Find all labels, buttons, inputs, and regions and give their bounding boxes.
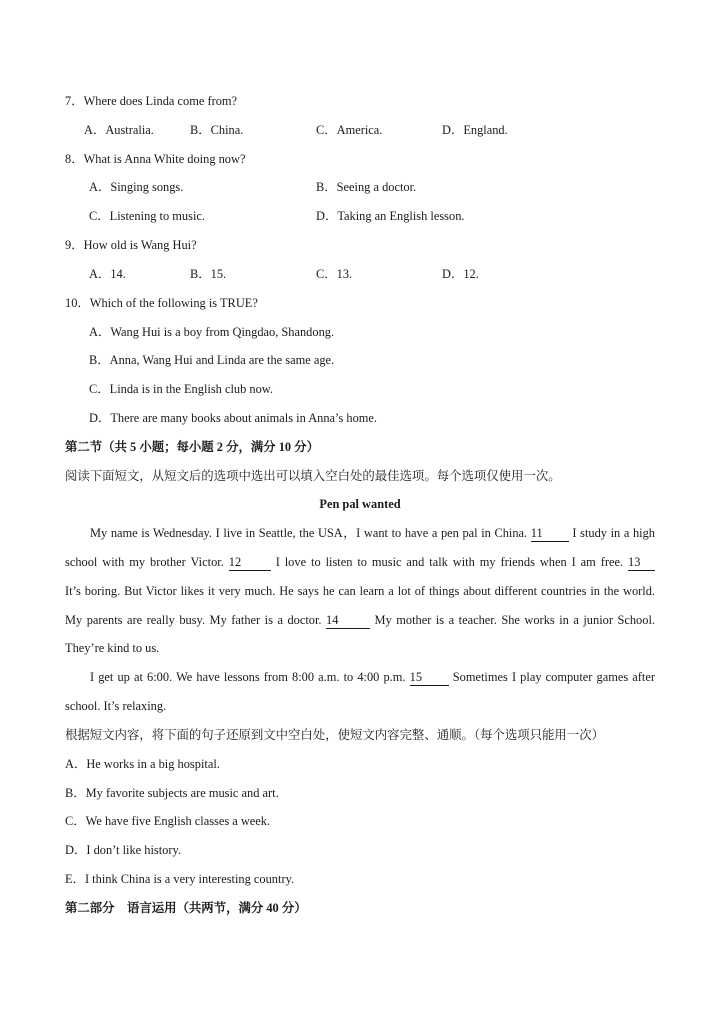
option-d: D．England. (442, 122, 508, 137)
question-text: What is Anna White doing now? (83, 151, 246, 166)
passage-text: school with my brother Victor. (65, 555, 224, 569)
option-c: C．Listening to music. (89, 209, 205, 224)
passage-line (65, 692, 655, 721)
passage-line (65, 634, 655, 663)
part-heading: 第二部分 语言运用（共两节，满分 40 分） (65, 900, 307, 915)
question-number: 8． (65, 151, 84, 166)
blank-11: 11 (531, 527, 569, 542)
question-7-options (65, 116, 655, 145)
option-c: C．Linda is in the English club now. (89, 382, 274, 397)
passage-line (65, 519, 655, 548)
question-text: How old is Wang Hui? (83, 238, 197, 253)
option-b: B．China. (190, 122, 244, 137)
option-b: B．Anna, Wang Hui and Linda are the same age. (89, 353, 335, 368)
option-a: A．Australia. (84, 122, 154, 137)
option-c: C．13. (316, 266, 353, 281)
option-d: D．12. (442, 266, 479, 281)
option-b: B．Seeing a doctor. (316, 180, 417, 195)
section-heading: 第二节（共 5 小题；每小题 2 分，满分 10 分） (65, 439, 320, 454)
passage-text: My mother is a teacher. She works in a junior School. (374, 612, 655, 627)
passage-text: Sometimes I play computer games after (452, 670, 655, 685)
passage-text: My name is Wednesday. I live in Seattle, the USA，I want to have a pen pal in China. (90, 526, 528, 541)
blank-12: 12 (229, 556, 271, 571)
sentence-option-b: B．My favorite subjects are music and art. (65, 785, 279, 800)
question-9-options (65, 260, 655, 289)
sentence-option-d: D．I don’t like history. (65, 843, 181, 858)
passage-line (65, 548, 655, 577)
passage-text: My parents are really busy. My father is a doctor. (65, 612, 322, 627)
question-number: 7． (65, 94, 84, 108)
sentence-option-e: E．I think China is a very interesting country. (65, 871, 295, 886)
option-a: A．Wang Hui is a boy from Qingdao, Shandong. (89, 324, 335, 339)
question-number: 10． (65, 295, 90, 310)
question-8-stem (65, 145, 655, 174)
question-8-options-row-1 (65, 173, 655, 202)
task-instruction: 根据短文内容，将下面的句子还原到文中空白处，使短文内容完整、通顺。（每个选项只能用一次） (65, 727, 604, 742)
sentence-option-c: C．We have five English classes a week. (65, 814, 271, 829)
question-text: Which of the following is TRUE? (89, 295, 258, 310)
passage-text: school. It’s relaxing. (65, 699, 167, 714)
question-number: 9． (65, 238, 84, 253)
sentence-option-a: A．He works in a big hospital. (65, 756, 220, 771)
question-10-stem (65, 289, 655, 318)
blank-14: 14 (326, 614, 370, 629)
passage-text: They’re kind to us. (65, 641, 160, 656)
question-text: Where does Linda come from? (83, 94, 238, 108)
question-9-stem (65, 231, 655, 260)
passage-text: I get up at 6:00. We have lessons from 8:00 a.m. to 4:00 p.m. (90, 670, 406, 685)
option-a: A．Singing songs. (89, 180, 184, 195)
option-d: D．Taking an English lesson. (316, 209, 465, 224)
passage-text: I study in a high (572, 526, 655, 541)
passage-title: Pen pal wanted (319, 497, 401, 512)
blank-15: 15 (410, 671, 449, 686)
option-b: B．15. (190, 266, 227, 281)
option-a: A．14. (89, 266, 126, 281)
section-instruction: 阅读下面短文，从短文后的选项中选出可以填入空白处的最佳选项。每个选项仅使用一次。 (65, 468, 561, 483)
passage-text: It’s boring. But Victor likes it very much. He says he can learn a lot of things about different countries in the world. (65, 583, 655, 598)
option-d: D．There are many books about animals in Anna’s home. (89, 410, 378, 425)
passage-line (65, 663, 655, 692)
option-c: C．America. (316, 122, 383, 137)
question-8-options-row-2 (65, 202, 655, 231)
page-content (65, 87, 655, 923)
question-7-stem (65, 87, 655, 116)
passage-line (65, 606, 655, 635)
blank-13: 13 (628, 556, 655, 571)
passage-text: I love to listen to music and talk with my friends when I am free. (275, 555, 624, 569)
passage-line (65, 577, 655, 606)
